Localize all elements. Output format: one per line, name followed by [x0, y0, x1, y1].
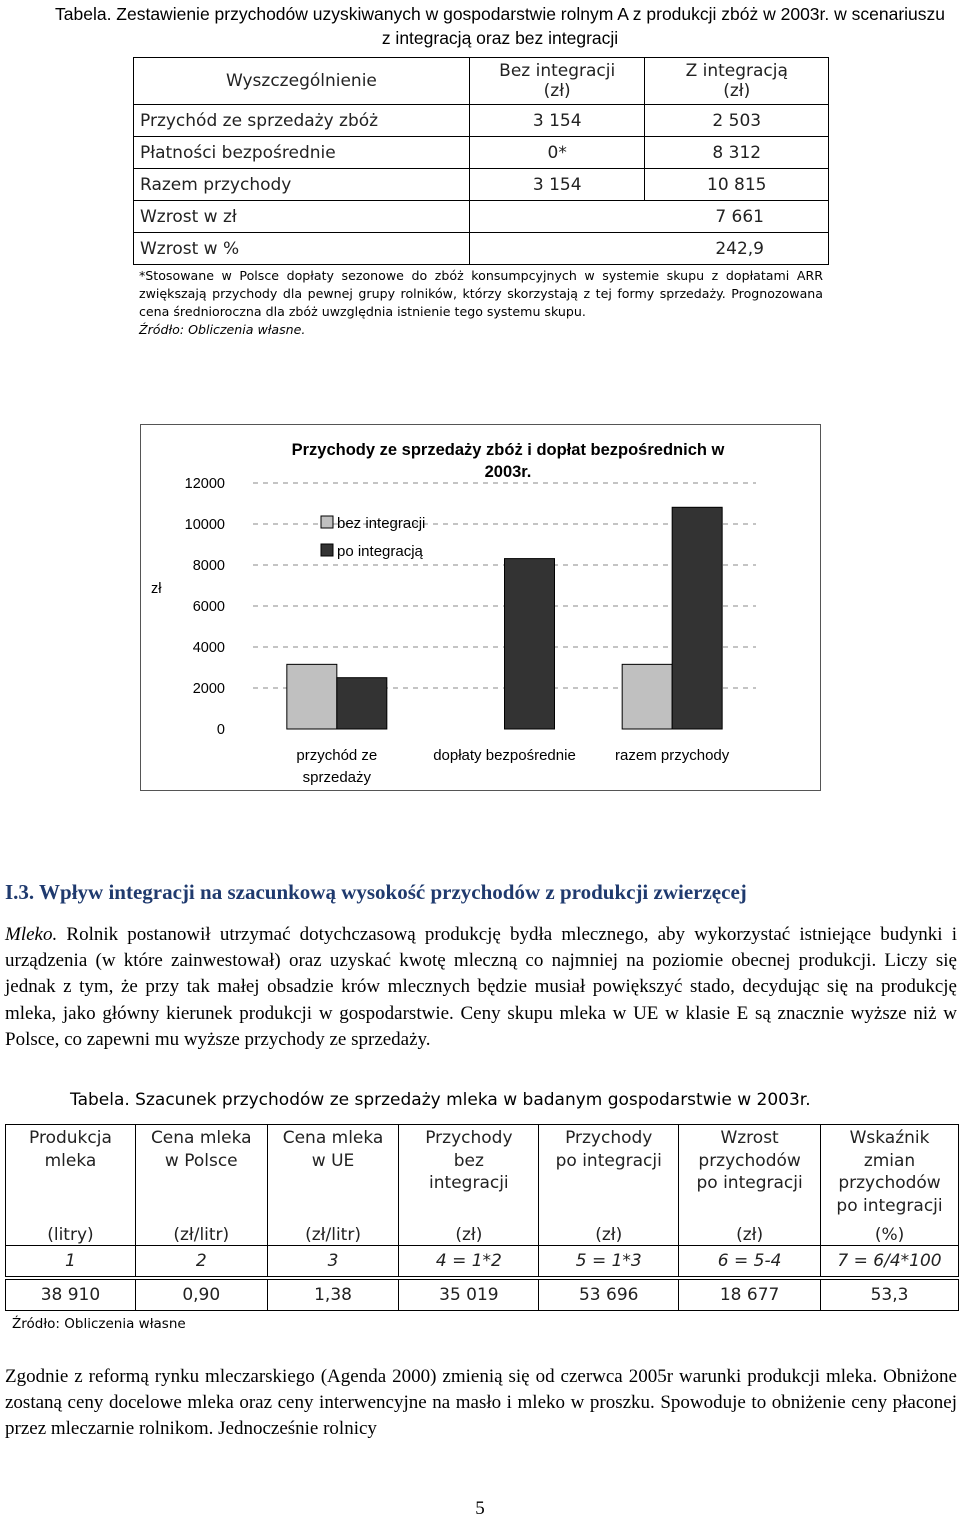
table-row: [134, 137, 829, 169]
bar: [337, 678, 387, 729]
value-cell: 18 677: [679, 1280, 821, 1311]
value-cell: 53,3: [821, 1280, 959, 1311]
bar: [622, 664, 672, 729]
header-with-integration: Z integracją (zł): [645, 58, 829, 105]
chart-svg: [141, 425, 822, 792]
table1-caption: Tabela. Zestawienie przychodów uzyskiwanych w gospodarstwie rolnym A z produkcji zbóż w 2003r. w scenariuszu z integracją oraz bez integracji: [55, 4, 946, 48]
index-cell: 6 = 5-4: [679, 1246, 821, 1277]
y-tick-label: 0: [216, 722, 225, 738]
legend-swatch: [321, 544, 333, 556]
header-cell: Przychody po integracji: [539, 1125, 679, 1218]
bar: [672, 507, 722, 729]
header-without-integration: Bez integracji (zł): [469, 58, 645, 105]
y-tick-label: 2000: [192, 681, 225, 697]
income-table: [133, 57, 829, 265]
table-row: [134, 169, 829, 201]
paragraph-reform: Zgodnie z reformą rynku mleczarskiego (Agenda 2000) zmienią się od czerwca 2005r warunki produkcji mleka. Obniżone zostaną ceny docelowe mleka oraz ceny interwencyjne na masło i mleko w proszku. Spowoduje to obniżenie ceny płaconej przez mleczarnie rolnikom. Jednocześnie rolnicy: [5, 1366, 957, 1440]
table-value-row: [6, 1280, 959, 1311]
row-label: Przychód ze sprzedaży zbóż: [134, 105, 470, 137]
header-cell: Produkcja mleka: [6, 1125, 136, 1218]
milk-revenue-table: [5, 1124, 959, 1311]
table-row-growth-pct: [134, 233, 829, 265]
revenue-chart: [140, 424, 821, 791]
row-label: Razem przychody: [134, 169, 470, 201]
index-cell: 5 = 1*3: [539, 1246, 679, 1277]
x-category-label: razem przychody: [615, 747, 730, 764]
page-number: 5: [475, 1498, 485, 1519]
table-units-row: [6, 1217, 959, 1246]
index-cell: 2: [135, 1246, 267, 1277]
table-header-row: [6, 1125, 959, 1218]
row-label: Płatności bezpośrednie: [134, 137, 470, 169]
y-tick-label: 6000: [192, 599, 225, 615]
y-axis-label: zł: [151, 581, 162, 597]
unit-cell: (zł): [539, 1217, 679, 1246]
growth-pct-label: Wzrost w %: [134, 233, 470, 265]
note-text: *Stosowane w Polsce dopłaty sezonowe do zbóż konsumpcyjnych w systemie skupu z dopłatami ARR zwiększają przychody dla pewnej grupy rolników, którzy skorzystają z tej formy sprzedaży. Prognozowana cena średnioroczna dla zbóż uwzględnia istnienie tego systemu skupu.: [139, 268, 823, 319]
header-cell: Cena mleka w Polsce: [135, 1125, 267, 1218]
index-cell: 4 = 1*2: [399, 1246, 539, 1277]
unit-cell: (litry): [6, 1217, 136, 1246]
unit-cell: (zł): [399, 1217, 539, 1246]
row-value-with: 2 503: [645, 105, 829, 137]
table-row-growth-zl: [134, 201, 829, 233]
bar: [287, 664, 337, 729]
unit-cell: (%): [821, 1217, 959, 1246]
y-tick-label: 10000: [184, 517, 225, 533]
chart-title: Przychody ze sprzedaży zbóż i dopłat bezpośrednich w 2003r.: [291, 441, 725, 481]
header-cell: Przychody bez integracji: [399, 1125, 539, 1218]
growth-zl-value: 7 661: [469, 201, 828, 233]
y-tick-label: 4000: [192, 640, 225, 656]
y-tick-label: 12000: [184, 476, 225, 492]
legend-label: bez integracji: [337, 515, 426, 532]
table2-source: Źródło: Obliczenia własne: [12, 1316, 186, 1332]
x-category-label: dopłaty bezpośrednie: [433, 747, 576, 764]
value-cell: 0,90: [135, 1280, 267, 1311]
legend-label: po integracją: [337, 543, 423, 560]
value-cell: 1,38: [267, 1280, 399, 1311]
row-value-without: 0*: [469, 137, 645, 169]
paragraph-lead: Mleko.: [5, 924, 58, 945]
paragraph-milk: [5, 922, 957, 1053]
row-value-without: 3 154: [469, 169, 645, 201]
index-cell: 3: [267, 1246, 399, 1277]
value-cell: 53 696: [539, 1280, 679, 1311]
value-cell: 38 910: [6, 1280, 136, 1311]
header-item: Wyszczególnienie: [134, 58, 470, 105]
table1-note: [139, 267, 823, 339]
row-value-with: 10 815: [645, 169, 829, 201]
legend-swatch: [321, 516, 333, 528]
growth-zl-label: Wzrost w zł: [134, 201, 470, 233]
x-category-label: przychód ze sprzedaży: [296, 747, 378, 786]
row-value-with: 8 312: [645, 137, 829, 169]
bar: [505, 559, 555, 729]
value-cell: 35 019: [399, 1280, 539, 1311]
header-cell: Wzrost przychodów po integracji: [679, 1125, 821, 1218]
paragraph-text: Rolnik postanowił utrzymać dotychczasową produkcję bydła mlecznego, aby wykorzystać istniejące budynki i urządzenia (w które zainwestował) oraz uzyskać kwotę mleczną co najmniej na poziomie obecnej produkcji. Liczy się jednak z tym, że przy tak małej obsadzie krów mlecznych będzie musiał powiększyć stado, decydując się na produkcję mleka, jako główny kierunek produkcji w gospodarstwie. Ceny skupu mleka w UE w klasie E są znacznie wyższe niż w Polsce, co zapewni mu wyższe przychody ze sprzedaży.: [5, 924, 957, 1050]
row-value-without: 3 154: [469, 105, 645, 137]
table-index-row: [6, 1246, 959, 1277]
growth-pct-value: 242,9: [469, 233, 828, 265]
unit-cell: (zł/litr): [135, 1217, 267, 1246]
table1-source: Źródło: Obliczenia własne.: [139, 322, 306, 337]
table-row: [134, 105, 829, 137]
index-cell: 1: [6, 1246, 136, 1277]
section-heading: I.3. Wpływ integracji na szacunkową wysokość przychodów z produkcji zwierzęcej: [5, 880, 747, 904]
index-cell: 7 = 6/4*100: [821, 1246, 959, 1277]
table2-caption: Tabela. Szacunek przychodów ze sprzedaży mleka w badanym gospodarstwie w 2003r.: [70, 1090, 811, 1110]
y-tick-label: 8000: [192, 558, 225, 574]
unit-cell: (zł/litr): [267, 1217, 399, 1246]
header-cell: Cena mleka w UE: [267, 1125, 399, 1218]
unit-cell: (zł): [679, 1217, 821, 1246]
header-cell: Wskaźnik zmian przychodów po integracji: [821, 1125, 959, 1218]
